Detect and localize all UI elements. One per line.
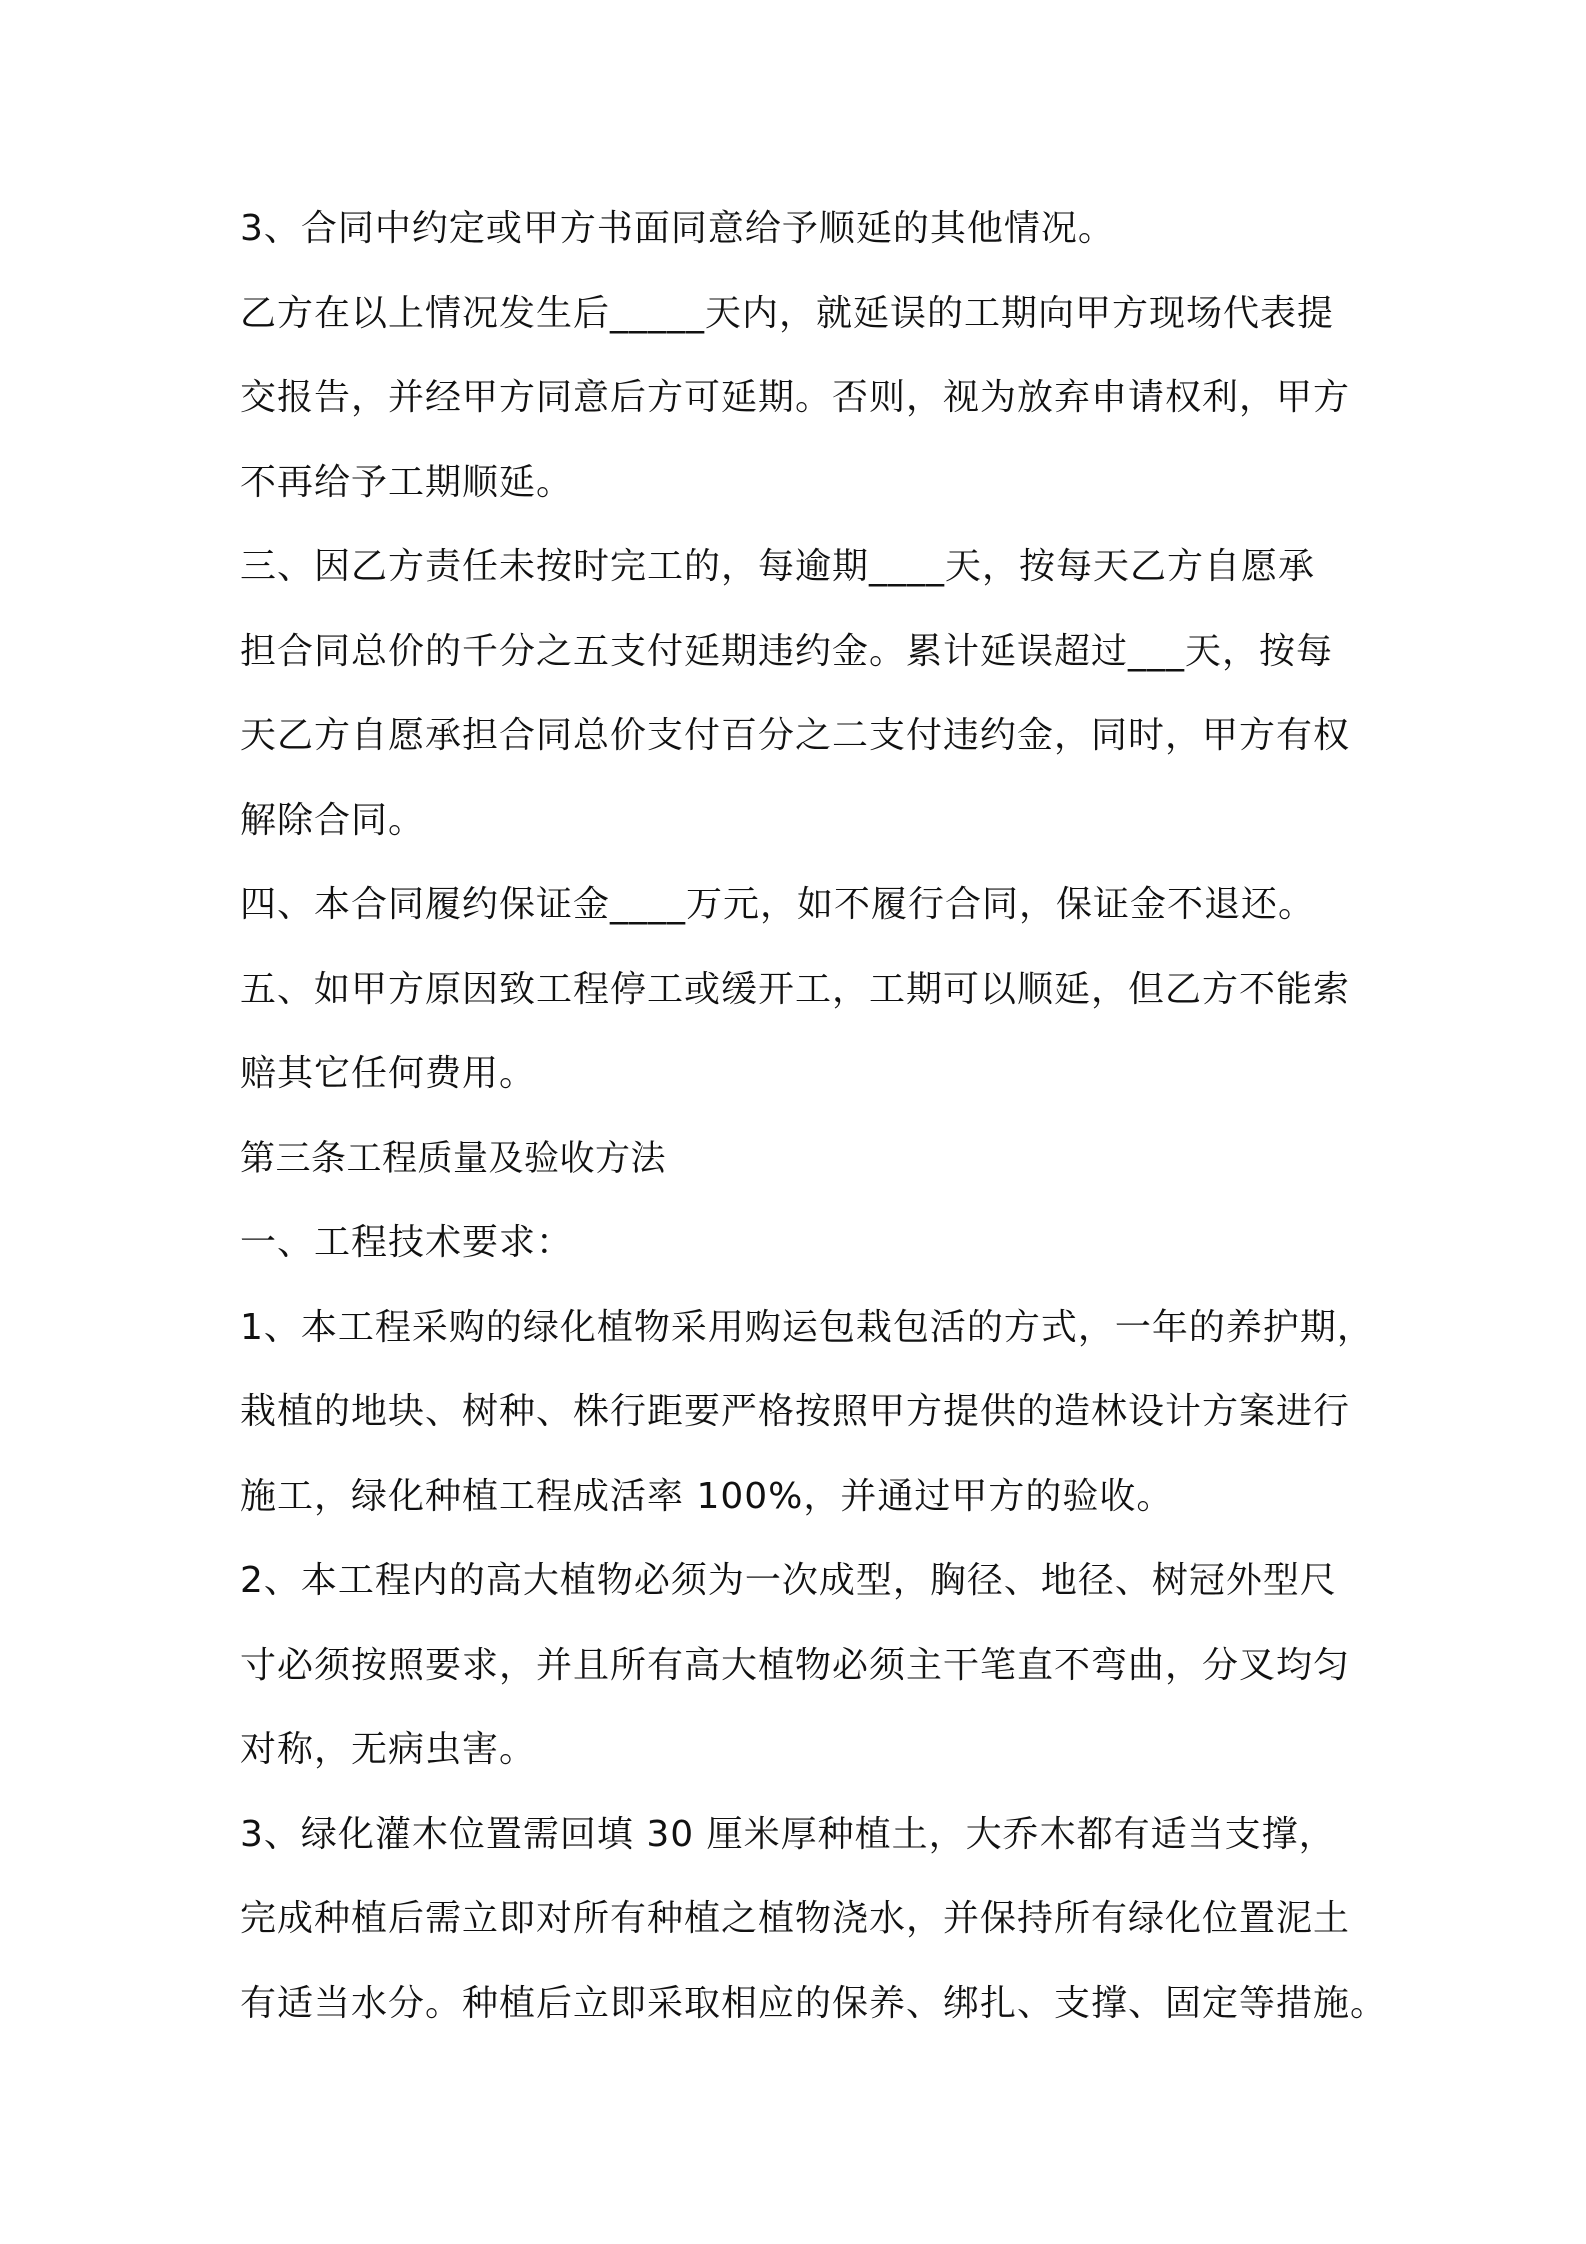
paragraph-line: 寸必须按照要求，并且所有高大植物必须主干笔直不弯曲，分叉均匀 <box>240 1644 1351 1686</box>
paragraph-line: 2、本工程内的高大植物必须为一次成型，胸径、地径、树冠外型尺 <box>240 1560 1337 1601</box>
document-body <box>240 198 1388 2057</box>
paragraph-line: 完成种植后需立即对所有种植之植物浇水，并保持所有绿化位置泥土 <box>240 1898 1351 1939</box>
section-heading: 第三条工程质量及验收方法 <box>240 1138 667 1179</box>
paragraph-line: 天乙方自愿承担合同总价支付百分之二支付违约金，同时，甲方有权 <box>240 715 1351 756</box>
paragraph-line: 3、绿化灌木位置需回填 30 厘米厚种植土，大乔木都有适当支撑， <box>240 1813 1336 1855</box>
paragraph-line: 对称，无病虫害。 <box>240 1729 537 1770</box>
paragraph-line: 乙方在以上情况发生后_____天内，就延误的工期向甲方现场代表提 <box>240 292 1335 334</box>
paragraph-line: 1、本工程采购的绿化植物采用购运包栽包活的方式，一年的养护期， <box>240 1306 1374 1348</box>
paragraph-line: 施工，绿化种植工程成活率 100%，并通过甲方的验收。 <box>240 1475 1174 1517</box>
paragraph-line: 一、工程技术要求： <box>240 1222 574 1263</box>
paragraph-line: 栽植的地块、树种、株行距要严格按照甲方提供的造林设计方案进行 <box>240 1391 1351 1432</box>
paragraph-line: 担合同总价的千分之五支付延期违约金。累计延误超过___天，按每 <box>240 630 1334 672</box>
paragraph-line: 五、如甲方原因致工程停工或缓开工，工期可以顺延，但乙方不能索 <box>240 968 1351 1010</box>
paragraph-line: 不再给予工期顺延。 <box>240 461 574 503</box>
paragraph-line: 解除合同。 <box>240 799 426 841</box>
paragraph-line: 赔其它任何费用。 <box>240 1053 537 1094</box>
paragraph-line: 有适当水分。种植后立即采取相应的保养、绑扎、支撑、固定等措施。 <box>240 1982 1388 2024</box>
paragraph-line: 三、因乙方责任未按时完工的，每逾期____天，按每天乙方自愿承 <box>240 546 1316 587</box>
paragraph-line: 交报告，并经甲方同意后方可延期。否则，视为放弃申请权利，甲方 <box>240 377 1351 418</box>
paragraph-line: 3、合同中约定或甲方书面同意给予顺延的其他情况。 <box>240 208 1115 249</box>
paragraph-line: 四、本合同履约保证金____万元，如不履行合同，保证金不退还。 <box>240 884 1316 925</box>
